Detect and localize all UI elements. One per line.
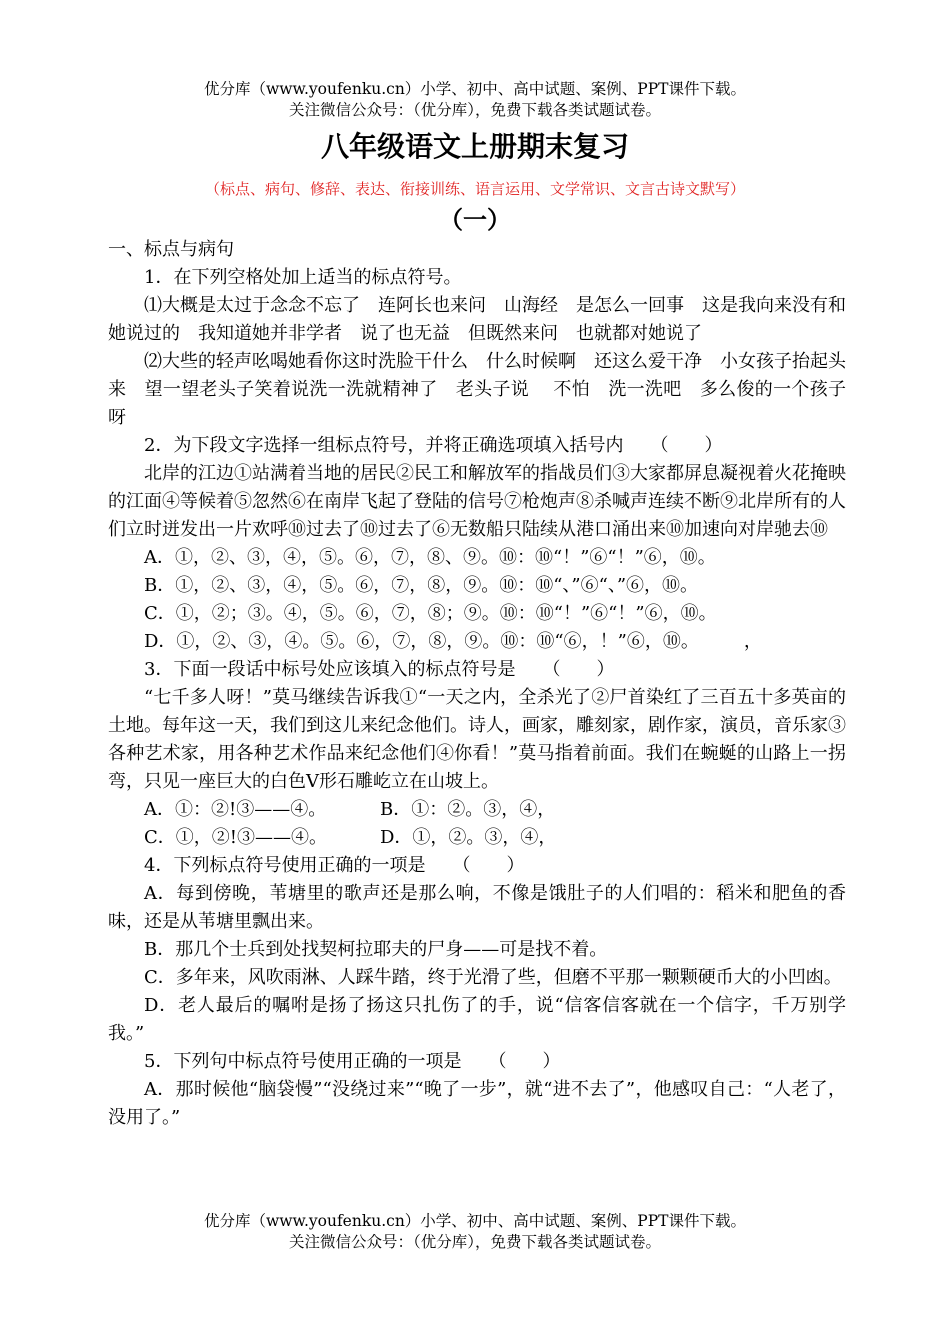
- q4-option-c: C．多年来，风吹雨淋、人踩牛踏，终于光滑了些，但磨不平那一颗颗硬币大的小凹凼。: [144, 967, 842, 988]
- q3-option-d: D．①，②。③，④，: [380, 827, 557, 848]
- page-title: 八年级语文上册期末复习: [320, 130, 629, 163]
- q3-option-c: C．①，②!③——④。: [144, 827, 328, 848]
- q3-option-b: B．①：②。③，④，: [380, 799, 556, 820]
- header-line-1: 优分库（www.youfenku.cn）小学、初中、高中试题、案例、PPT课件下载。: [203, 80, 747, 98]
- q2-stem: 2．为下段文字选择一组标点符号，并将正确选项填入括号内 （ ）: [144, 435, 723, 456]
- q5-option-a: A．那时候他“脑袋慢”“没绕过来”“晚了一步”，就“进不去了”，他感叹自己：“人老了，没用了。”: [108, 1079, 846, 1128]
- document-body: [108, 236, 846, 1132]
- q3-stem: 3．下面一段话中标号处应该填入的标点符号是 （ ）: [144, 659, 615, 680]
- footer-line-2: 关注微信公众号：（优分库），免费下载各类试题试卷。: [288, 1233, 661, 1251]
- q3-options-row-1: [108, 796, 846, 824]
- q3-passage: “七千多人呀！”莫马继续告诉我①“一天之内，全杀光了②尸首染红了三百五十多英亩的土地。每年这一天，我们到这儿来纪念他们。诗人，画家，雕刻家，剧作家，演员，音乐家③各种艺术家，用各种艺术作品来纪念他们④你看！”莫马指着前面。我们在蜿蜒的山路上一拐弯，只见一座巨大的白色Ⅴ形石雕屹立在山坡上。: [108, 687, 846, 792]
- q3-option-a: A．①：②!③——④。: [144, 799, 327, 820]
- q4-option-d: D．老人最后的嘱咐是扬了扬这只扎伤了的手，说“信客信客就在一个信字，千万别学我。”: [108, 995, 846, 1044]
- q2-passage: 北岸的江边①站满着当地的居民②民工和解放军的指战员们③大家都屏息凝视着火花掩映的江面④等候着⑤忽然⑥在南岸飞起了登陆的信号⑦枪炮声⑧杀喊声连续不断⑨北岸所有的人们立时迸发出一片欢呼⑩过去了⑩过去了⑥无数船只陆续从港口涌出来⑩加速向对岸驰去⑩: [108, 463, 846, 540]
- q2-option-a: A．①，②、③，④，⑤。⑥，⑦，⑧、⑨。⑩：⑩“！”⑥“！”⑥，⑩。: [144, 547, 716, 568]
- section-heading: 一、标点与病句: [108, 239, 234, 260]
- q4-option-b: B．那几个士兵到处找契柯拉耶夫的尸身——可是找不着。: [144, 939, 608, 960]
- q2-option-b: B．①，②、③，④，⑤。⑥，⑦，⑧，⑨。⑩：⑩“、”⑥“、”⑥，⑩。: [144, 575, 699, 596]
- q3-options-row-2: [108, 824, 846, 852]
- page-subtitle: （标点、病句、修辞、表达、衔接训练、语言运用、文学常识、文言古诗文默写）: [204, 180, 745, 198]
- q2-option-c: C．①，②；③。④，⑤。⑥，⑦，⑧；⑨。⑩：⑩“！”⑥“！”⑥，⑩。: [144, 603, 717, 624]
- part-heading: （一）: [439, 205, 511, 234]
- footer-line-1: 优分库（www.youfenku.cn）小学、初中、高中试题、案例、PPT课件下载。: [203, 1212, 747, 1230]
- q2-option-d: D．①，②、③，④。⑤。⑥，⑦，⑧，⑨。⑩：⑩“⑥，！”⑥，⑩。 ，: [144, 631, 762, 652]
- q1-passage-2: ⑵大些的轻声吆喝她看你这时洗脸干什么 什么时候啊 还这么爱干净 小女孩子抬起头来 望一望老头子笑着说洗一洗就精神了 老头子说 不怕 洗一洗吧 多么俊的一个孩子呀: [108, 351, 846, 428]
- q1-stem: 1．在下列空格处加上适当的标点符号。: [144, 267, 462, 288]
- q5-stem: 5．下列句中标点符号使用正确的一项是 （ ）: [144, 1051, 561, 1072]
- q1-passage-1: ⑴大概是太过于念念不忘了 连阿长也来问 山海经 是怎么一回事 这是我向来没有和她说过的 我知道她并非学者 说了也无益 但既然来问 也就都对她说了: [108, 295, 846, 344]
- header-line-2: 关注微信公众号：（优分库），免费下载各类试题试卷。: [288, 101, 661, 119]
- q4-stem: 4．下列标点符号使用正确的一项是 （ ）: [144, 855, 525, 876]
- q4-option-a: A．每到傍晚，苇塘里的歌声还是那么响，不像是饿肚子的人们唱的：稻米和肥鱼的香味，还是从苇塘里飘出来。: [108, 883, 846, 932]
